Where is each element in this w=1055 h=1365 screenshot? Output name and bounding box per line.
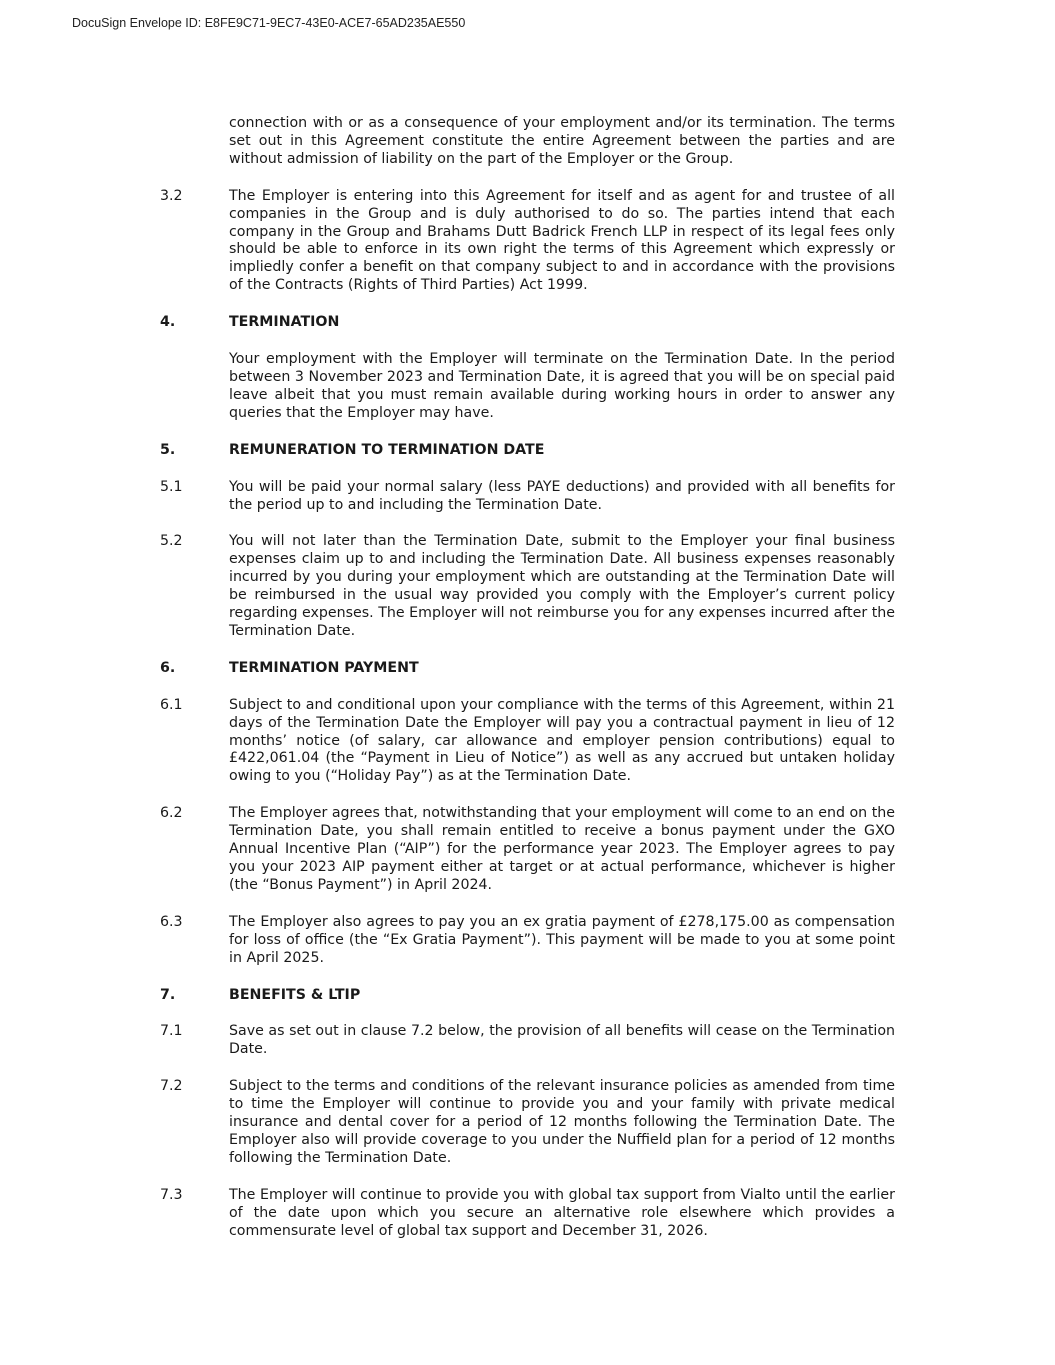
clause-text: The Employer agrees that, notwithstanding that your employment will come to an end on the Termination Date, you shall remain entitled to receive a bonus payment under the GXO Annual Incentive Plan (“AIP”) for the performance year 2023. The Employer agrees to pay you your 2023 AIP payment either at target or at actual performance, whichever is higher (the “Bonus Payment”) in April 2024. — [229, 805, 895, 893]
clause-3-2 — [0, 188, 1055, 295]
docusign-envelope-id: DocuSign Envelope ID: E8FE9C71-9EC7-43E0-ACE7-65AD235AE550 — [72, 16, 466, 30]
section-number: 4. — [160, 314, 176, 331]
document-body — [0, 115, 1055, 1260]
clause-number: 7.3 — [160, 1186, 183, 1203]
clause-number: 7.1 — [160, 1023, 183, 1040]
clause-text: You will be paid your normal salary (less PAYE deductions) and provided with all benefits for the period up to and including the Termination Date. — [229, 478, 895, 513]
clause-number: 7.2 — [160, 1078, 183, 1095]
clause-text: Your employment with the Employer will terminate on the Termination Date. In the period between 3 November 2023 and Termination Date, it is agreed that you will be on special paid leave albeit that you must remain available during working hours in order to answer any queries that the Employer may have. — [229, 351, 895, 421]
clause-7-2 — [0, 1078, 1055, 1168]
clause-5-1 — [0, 479, 1055, 515]
clause-text: The Employer is entering into this Agreement for itself and as agent for and trustee of all companies in the Group and is duly authorised to do so. The parties intend that each company in the Group and Brahams Dutt Badrick French LLP in respect of its legal fees only should be able to enforce in its own right the terms of this Agreement which expressly or impliedly confer a benefit on that company subject to and in accordance with the provisions of the Contracts (Rights of Third Parties) Act 1999. — [229, 187, 895, 294]
section-number: 6. — [160, 659, 176, 676]
section-heading: BENEFITS & LTIP — [229, 986, 361, 1003]
paragraph-continuation — [0, 115, 1055, 169]
clause-number: 6.2 — [160, 805, 183, 822]
section-6-heading — [0, 660, 1055, 678]
clause-text: Subject to and conditional upon your compliance with the terms of this Agreement, within 21 days of the Termination Date the Employer will pay you a contractual payment in lieu of 12 months’ notice (of salary, car allowance and employer pension contributions) equal to £422,061.04 (the “Payment in Lieu of Notice”) as well as any accrued but untaken holiday owing to you (“Holiday Pay”) as at the Termination Date. — [229, 696, 895, 785]
clause-text: Save as set out in clause 7.2 below, the provision of all benefits will cease on the Termination Date. — [229, 1023, 895, 1058]
section-heading: TERMINATION PAYMENT — [229, 659, 419, 676]
section-heading: TERMINATION — [229, 314, 340, 331]
clause-text: The Employer also agrees to pay you an ex gratia payment of £278,175.00 as compensation for loss of office (the “Ex Gratia Payment”). This payment will be made to you at some point in April 2025. — [229, 913, 895, 966]
clause-text: You will not later than the Termination Date, submit to the Employer your final business expenses claim up to and including the Termination Date. All business expenses reasonably incurred by you during your employment which are outstanding at the Termination Date will be reimbursed in the usual way provided you comply with the Employer’s current policy regarding expenses. The Employer will not reimburse you for any expenses incurred after the Termination Date. — [229, 533, 895, 639]
section-5-heading — [0, 442, 1055, 460]
clause-7-1 — [0, 1023, 1055, 1059]
section-4-body — [0, 351, 1055, 423]
clause-text: The Employer will continue to provide you with global tax support from Vialto until the earlier of the date upon which you secure an alternative role elsewhere which provides a commensurate level of global tax support and December 31, 2026. — [229, 1186, 895, 1239]
clause-number: 6.1 — [160, 696, 183, 713]
section-number: 5. — [160, 441, 176, 458]
section-number: 7. — [160, 986, 176, 1003]
clause-6-3 — [0, 914, 1055, 968]
clause-5-2 — [0, 533, 1055, 640]
clause-number: 5.2 — [160, 533, 183, 550]
clause-6-1 — [0, 697, 1055, 787]
clause-text: Subject to the terms and conditions of the relevant insurance policies as amended from time to time the Employer will continue to provide you and your family with private medical insurance and dental cover for a period of 12 months following the Termination Date. The Employer also will provide coverage to you under the Nuffield plan for a period of 12 months following the Termination Date. — [229, 1078, 895, 1166]
section-heading: REMUNERATION TO TERMINATION DATE — [229, 441, 545, 458]
clause-number: 5.1 — [160, 478, 183, 495]
clause-text: connection with or as a consequence of your employment and/or its termination. The terms set out in this Agreement constitute the entire Agreement between the parties and are without admission of liability on the part of the Employer or the Group. — [229, 115, 895, 167]
section-7-heading — [0, 987, 1055, 1005]
section-4-heading — [0, 314, 1055, 332]
clause-number: 6.3 — [160, 913, 183, 930]
clause-number: 3.2 — [160, 187, 183, 204]
clause-7-3 — [0, 1187, 1055, 1241]
clause-6-2 — [0, 805, 1055, 895]
